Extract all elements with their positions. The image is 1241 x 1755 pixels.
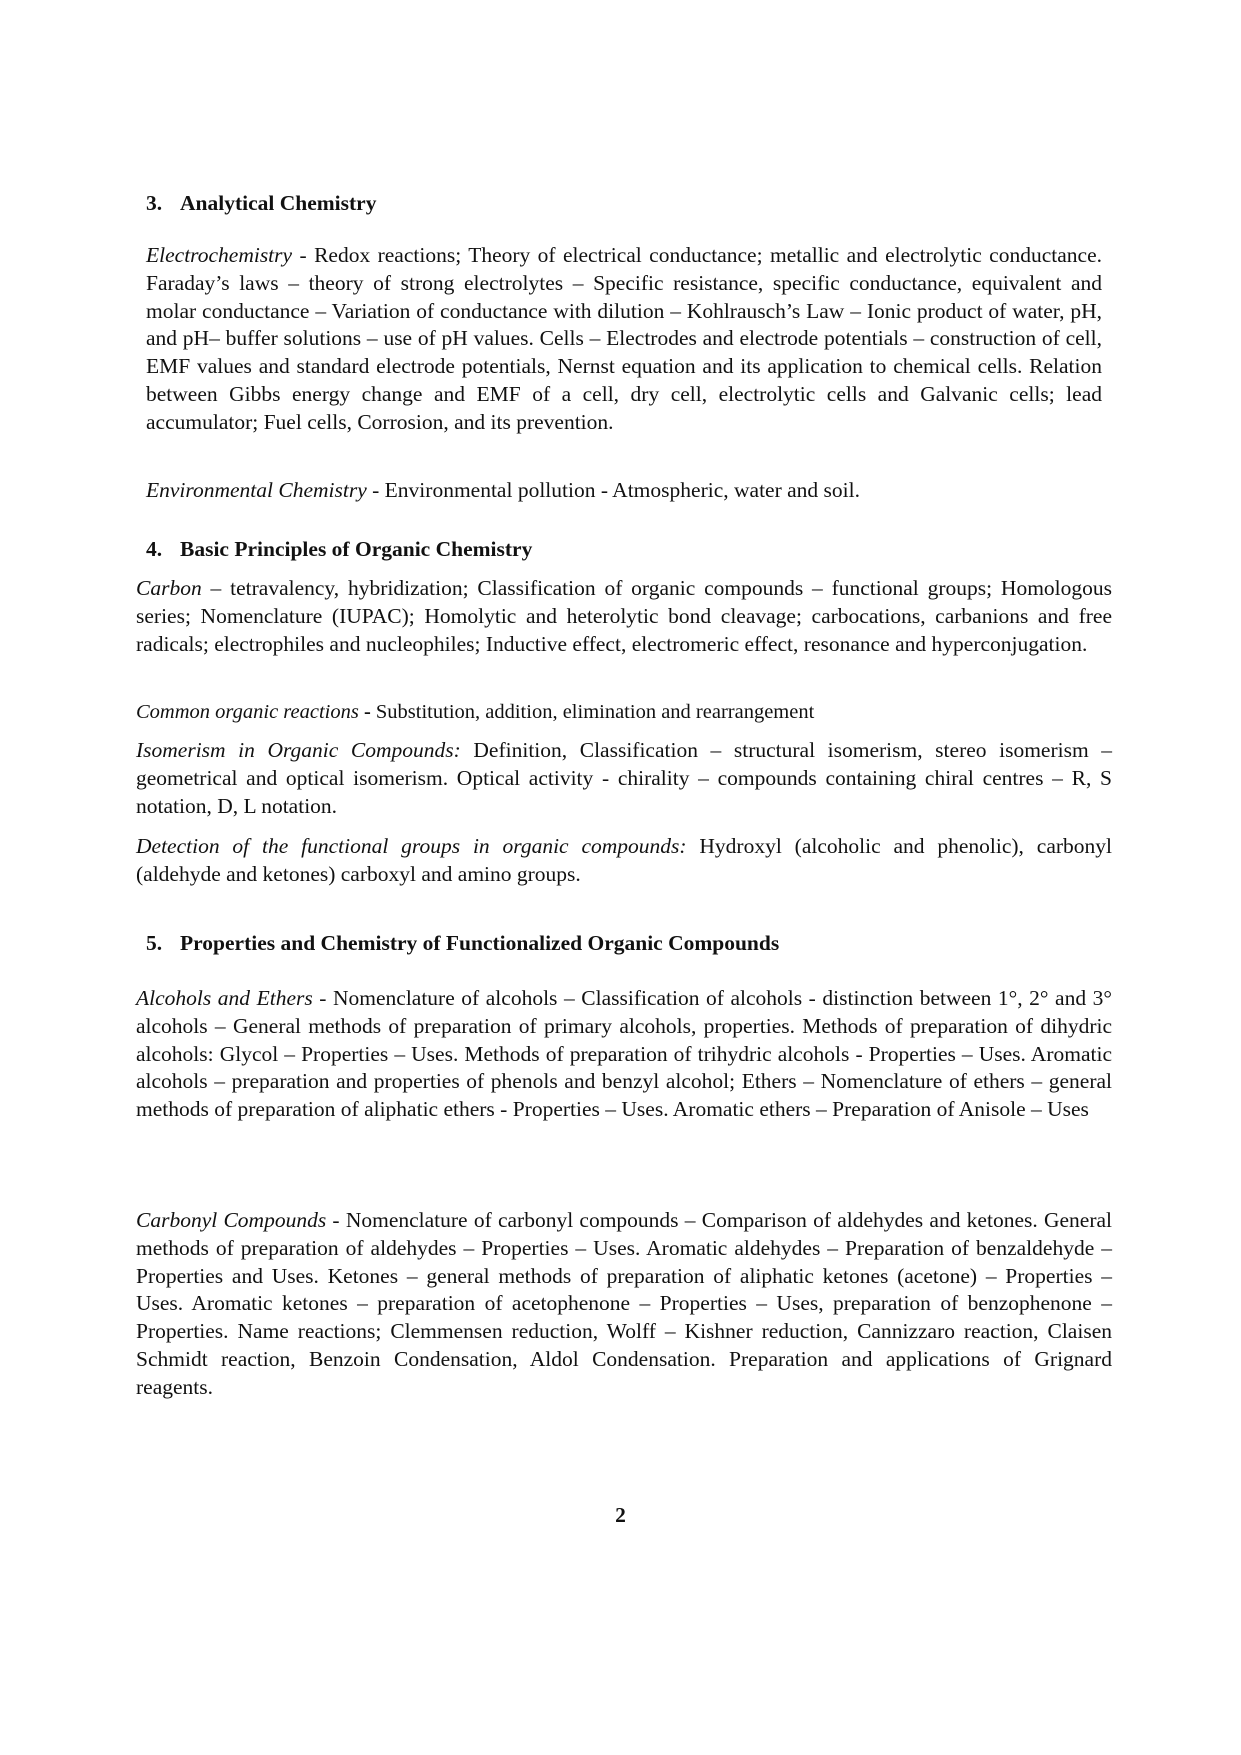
paragraph-term: Environmental Chemistry: [146, 478, 367, 502]
section-4-title: Basic Principles of Organic Chemistry: [180, 537, 533, 561]
paragraph-text: Nomenclature of alcohols – Classification of alcohols - distinction between 1°, 2° and 3° alcohols – General methods of preparation of primary alcohols, properties. Methods of preparation of dihydric alcohols: Glycol – Properties – Uses. Methods of preparation of trihydric alcohols - Properties – Uses. Aromatic alcohols – preparation and properties of phenols and benzyl alcohol; Ethers – Nomenclature of ethers – general methods of preparation of aliphatic ethers - Properties – Uses. Aromatic ethers – Preparation of Anisole – Uses: [136, 986, 1112, 1122]
section-4-heading: [146, 536, 532, 562]
environmental-chemistry-paragraph: Environmental Chemistry - Environmental pollution - Atmospheric, water and soil.: [146, 478, 860, 502]
section-3-number: 3.: [146, 191, 163, 215]
paragraph-term: Isomerism in Organic Compounds:: [136, 738, 461, 762]
common-organic-reactions-paragraph: Common organic reactions - Substitution, addition, elimination and rearrangement: [136, 701, 815, 723]
carbon-paragraph: Carbon – tetravalency, hybridization; Classification of organic compounds – functional groups; Homologous series; Nomenclature (IUPAC); Homolytic and heterolytic bond cleavage; carbocations, carbanions and free radicals; electrophiles and nucleophiles; Inductive effect, electromeric effect, resonance and hyperconjugation.: [136, 576, 1113, 656]
paragraph-text: Redox reactions; Theory of electrical conductance; metallic and electrolytic conductance. Faraday’s laws – theory of strong electrolytes – Specific resistance, specific conductance, equivalent and molar conductance – Variation of conductance with dilution – Kohlrausch’s Law – Ionic product of water, pH, and pH– buffer solutions – use of pH values. Cells – Electrodes and electrode potentials – construction of cell, EMF values and standard electrode potentials, Nernst equation and its application to chemical cells. Relation between Gibbs energy change and EMF of a cell, dry cell, electrolytic cells and Galvanic cells; lead accumulator; Fuel cells, Corrosion, and its prevention.: [146, 243, 1102, 434]
paragraph-text: Hydroxyl (alcoholic and phenolic), carbonyl (aldehyde and ketones) carboxyl and amino groups.: [136, 834, 1113, 886]
paragraph-term: Carbon: [136, 576, 202, 600]
section-5-title: Properties and Chemistry of Functionalized Organic Compounds: [180, 931, 780, 955]
section-3-heading: [146, 190, 376, 216]
paragraph-text: Environmental pollution - Atmospheric, water and soil.: [384, 478, 860, 502]
paragraph-text: Definition, Classification – structural isomerism, stereo isomerism – geometrical and optical isomerism. Optical activity - chirality – compounds containing chiral centres – R, S notation, D, L notation.: [136, 738, 1113, 818]
paragraph-term: Common organic reactions: [136, 701, 359, 723]
isomerism-paragraph: [136, 737, 1112, 820]
paragraph-text: Substitution, addition, elimination and rearrangement: [375, 701, 815, 723]
paragraph-term: Detection of the functional groups in organic compounds:: [136, 834, 687, 858]
section-5-heading: [146, 930, 779, 956]
alcohols-ethers-paragraph: Alcohols and Ethers - Nomenclature of alcohols – Classification of alcohols - distinction between 1°, 2° and 3° alcohols – General methods of preparation of primary alcohols, properties. Methods of preparation of dihydric alcohols: Glycol – Properties – Uses. Methods of preparation of trihydric alcohols - Properties – Uses. Aromatic alcohols – preparation and properties of phenols and benzyl alcohol; Ethers – Nomenclature of ethers – general methods of preparation of aliphatic ethers - Properties – Uses. Aromatic ethers – Preparation of Anisole – Uses: [136, 986, 1112, 1122]
section-4-number: 4.: [146, 537, 163, 561]
paragraph-term: Carbonyl Compounds: [136, 1208, 327, 1232]
carbonyl-compounds-paragraph: Carbonyl Compounds - Nomenclature of carbonyl compounds – Comparison of aldehydes and ketones. General methods of preparation of aldehydes – Properties – Uses. Aromatic aldehydes – Preparation of benzaldehyde – Properties and Uses. Ketones – general methods of preparation of aliphatic ketones (acetone) – Properties – Uses. Aromatic ketones – preparation of acetophenone – Properties – Uses, preparation of benzophenone – Properties. Name reactions; Clemmensen reduction, Wolff – Kishner reduction, Cannizzaro reaction, Claisen Schmidt reaction, Benzoin Condensation, Aldol Condensation. Preparation and applications of Grignard reagents.: [136, 1208, 1112, 1399]
paragraph-text: tetravalency, hybridization; Classification of organic compounds – functional groups; Homologous series; Nomenclature (IUPAC); Homolytic and heterolytic bond cleavage; carbocations, carbanions and free radicals; electrophiles and nucleophiles; Inductive effect, electromeric effect, resonance and hyperconjugation.: [136, 576, 1113, 656]
paragraph-term: Electrochemistry: [146, 243, 293, 267]
page-number: 2: [615, 1503, 626, 1527]
paragraph-text: Nomenclature of carbonyl compounds – Comparison of aldehydes and ketones. General methods of preparation of aldehydes – Properties – Uses. Aromatic aldehydes – Preparation of benzaldehyde – Properties and Uses. Ketones – general methods of preparation of aliphatic ketones (acetone) – Properties – Uses. Aromatic ketones – preparation of acetophenone – Properties – Uses, preparation of benzophenone – Properties. Name reactions; Clemmensen reduction, Wolff – Kishner reduction, Cannizzaro reaction, Claisen Schmidt reaction, Benzoin Condensation, Aldol Condensation. Preparation and applications of Grignard reagents.: [136, 1208, 1112, 1399]
functional-groups-detection-paragraph: [136, 833, 1112, 889]
section-5-number: 5.: [146, 931, 163, 955]
paragraph-term: Alcohols and Ethers: [136, 986, 313, 1010]
section-3-title: Analytical Chemistry: [180, 191, 377, 215]
electrochemistry-paragraph: Electrochemistry - Redox reactions; Theory of electrical conductance; metallic and electrolytic conductance. Faraday’s laws – theory of strong electrolytes – Specific resistance, specific conductance, equivalent and molar conductance – Variation of conductance with dilution – Kohlrausch’s Law – Ionic product of water, pH, and pH– buffer solutions – use of pH values. Cells – Electrodes and electrode potentials – construction of cell, EMF values and standard electrode potentials, Nernst equation and its application to chemical cells. Relation between Gibbs energy change and EMF of a cell, dry cell, electrolytic cells and Galvanic cells; lead accumulator; Fuel cells, Corrosion, and its prevention.: [146, 243, 1102, 434]
